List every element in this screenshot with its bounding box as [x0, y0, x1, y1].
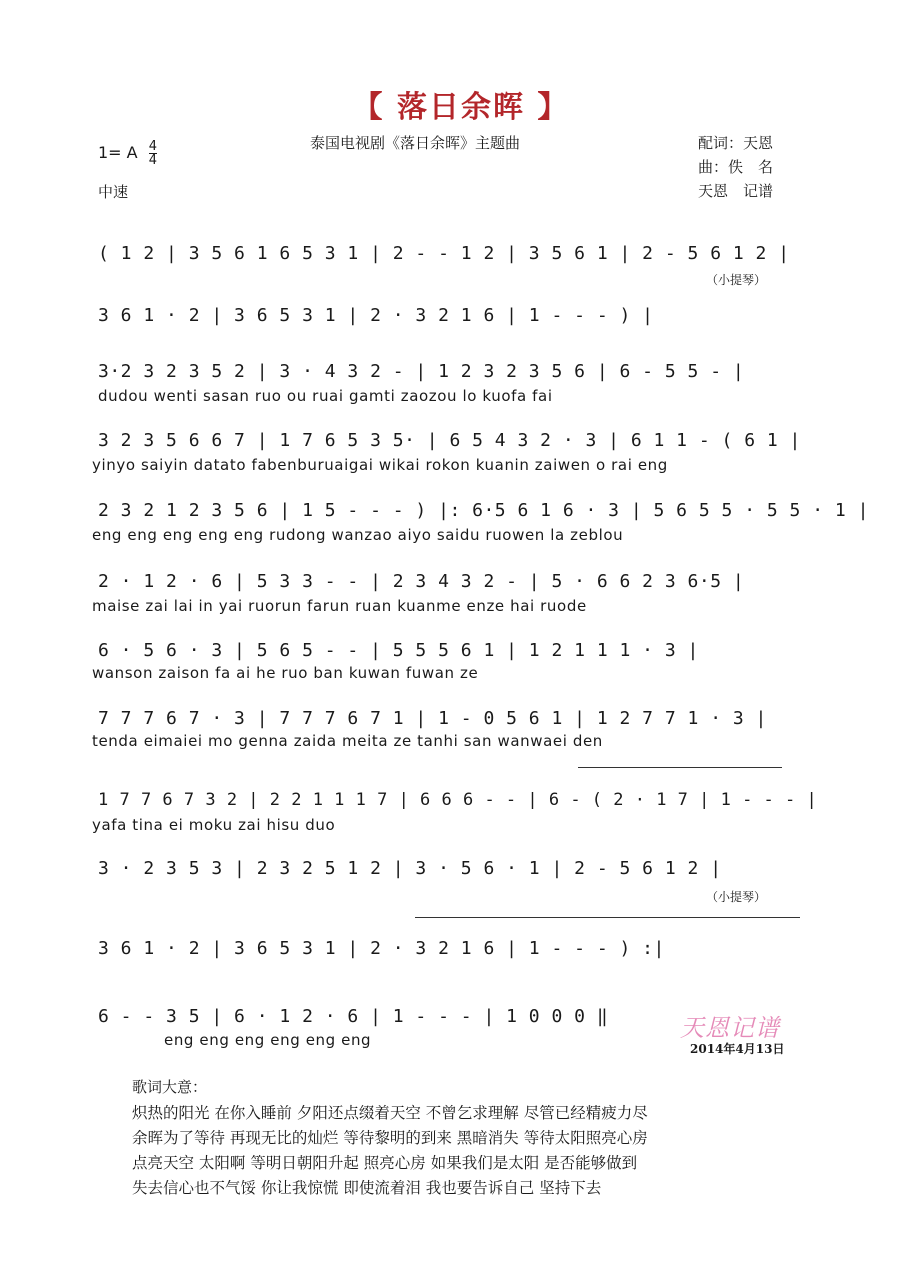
time-signature [149, 140, 157, 167]
score-row-10-notes: 3 · 2 3 5 3 | 2 3 2 5 1 2 | 3 · 5 6 · 1 | 2 - 5 6 1 2 | [98, 858, 722, 879]
score-row-10-instrument-tag: （小提琴） [706, 890, 767, 904]
time-signature-top: 4 [148, 139, 157, 154]
score-row-5-notes: 2 3 2 1 2 3 5 6 | 1 5 - - - ) |: 6·5 6 1 6 · 3 | 5 6 5 5 · 5 5 · 1 | [98, 500, 869, 521]
score-row-9-lyrics: yafa tina ei moku zai hisu duo [92, 816, 336, 834]
score-row-12-notes: 6 - - 3 5 | 6 · 1 2 · 6 | 1 - - - | 1 0 0 0 ‖ [98, 1006, 609, 1027]
score-row-8-lyrics: tenda eimaiei mo genna zaida meita ze tanhi san wanwaei den [92, 732, 603, 750]
transcription-date: 2014年4月13日 [690, 1042, 785, 1056]
score-row-3-notes: 3·2 3 2 3 5 2 | 3 · 4 3 2 - | 1 2 3 2 3 5 6 | 6 - 5 5 - | [98, 361, 745, 382]
time-signature-bottom: 4 [148, 153, 157, 168]
lyrics-meaning-line-4: 失去信心也不气馁 你让我惊慌 即使流着泪 我也要告诉自己 坚持下去 [132, 1179, 602, 1197]
score-row-11-notes: 3 6 1 · 2 | 3 6 5 3 1 | 2 · 3 2 1 6 | 1 - - - ) :| [98, 938, 665, 959]
transcriber-credit: 天恩 记谱 [698, 182, 774, 200]
score-row-4-lyrics: yinyo saiyin datato fabenburuaigai wikai rokon kuanin zaiwen o rai eng [92, 456, 668, 474]
key-label: 1= A [98, 143, 138, 162]
score-row-4-notes: 3 2 3 5 6 6 7 | 1 7 6 5 3 5· | 6 5 4 3 2 · 3 | 6 1 1 - ( 6 1 | [98, 430, 801, 451]
score-row-6-notes: 2 · 1 2 · 6 | 5 3 3 - - | 2 3 4 3 2 - | 5 · 6 6 2 3 6·5 | [98, 571, 745, 592]
lyricist-credit: 配词：天恩 [698, 134, 774, 152]
score-row-1-notes: ( 1 2 | 3 5 6 1 6 5 3 1 | 2 - - 1 2 | 3 5 6 1 | 2 - 5 6 1 2 | [98, 243, 790, 264]
lyrics-meaning-line-3: 点亮天空 太阳啊 等明日朝阳升起 照亮心房 如果我们是太阳 是否能够做到 [132, 1154, 638, 1172]
key-signature [98, 140, 157, 167]
song-title: 【 落日余晖 】 [352, 90, 570, 125]
score-row-6-lyrics: maise zai lai in yai ruorun farun ruan kuanme enze hai ruode [92, 597, 587, 615]
lyrics-meaning-line-2: 余晖为了等待 再现无比的灿烂 等待黎明的到来 黑暗消失 等待太阳照亮心房 [132, 1129, 648, 1147]
repeat-bracket-line [415, 917, 800, 918]
score-row-12-lyrics: eng eng eng eng eng eng [164, 1031, 372, 1049]
score-row-5-lyrics: eng eng eng eng eng rudong wanzao aiyo saidu ruowen la zeblou [92, 526, 624, 544]
tempo-marking: 中速 [98, 183, 129, 201]
score-row-2-notes: 3 6 1 · 2 | 3 6 5 3 1 | 2 · 3 2 1 6 | 1 - - - ) | [98, 305, 654, 326]
score-row-7-lyrics: wanson zaison fa ai he ruo ban kuwan fuwan ze [92, 664, 479, 682]
score-row-9-notes: 1 7 7 6 7 3 2 | 2 2 1 1 1 7 | 6 6 6 - - | 6 - ( 2 · 1 7 | 1 - - - | [98, 790, 818, 810]
score-row-1-instrument-tag: （小提琴） [706, 273, 767, 287]
transcriber-stamp: 天恩记谱 [680, 1014, 780, 1042]
volta-bracket-line [578, 767, 782, 768]
score-row-3-lyrics: dudou wenti sasan ruo ou ruai gamti zaozou lo kuofa fai [98, 387, 553, 405]
lyrics-meaning-title: 歌词大意： [132, 1078, 208, 1096]
score-row-7-notes: 6 · 5 6 · 3 | 5 6 5 - - | 5 5 5 6 1 | 1 2 1 1 1 · 3 | [98, 640, 699, 661]
score-row-8-notes: 7 7 7 6 7 · 3 | 7 7 7 6 7 1 | 1 - 0 5 6 1 | 1 2 7 7 1 · 3 | [98, 708, 767, 729]
lyrics-meaning-line-1: 炽热的阳光 在你入睡前 夕阳还点缀着天空 不曾乞求理解 尽管已经精疲力尽 [132, 1104, 648, 1122]
composer-credit: 曲：佚 名 [698, 158, 774, 176]
song-subtitle: 泰国电视剧《落日余晖》主题曲 [310, 134, 521, 152]
